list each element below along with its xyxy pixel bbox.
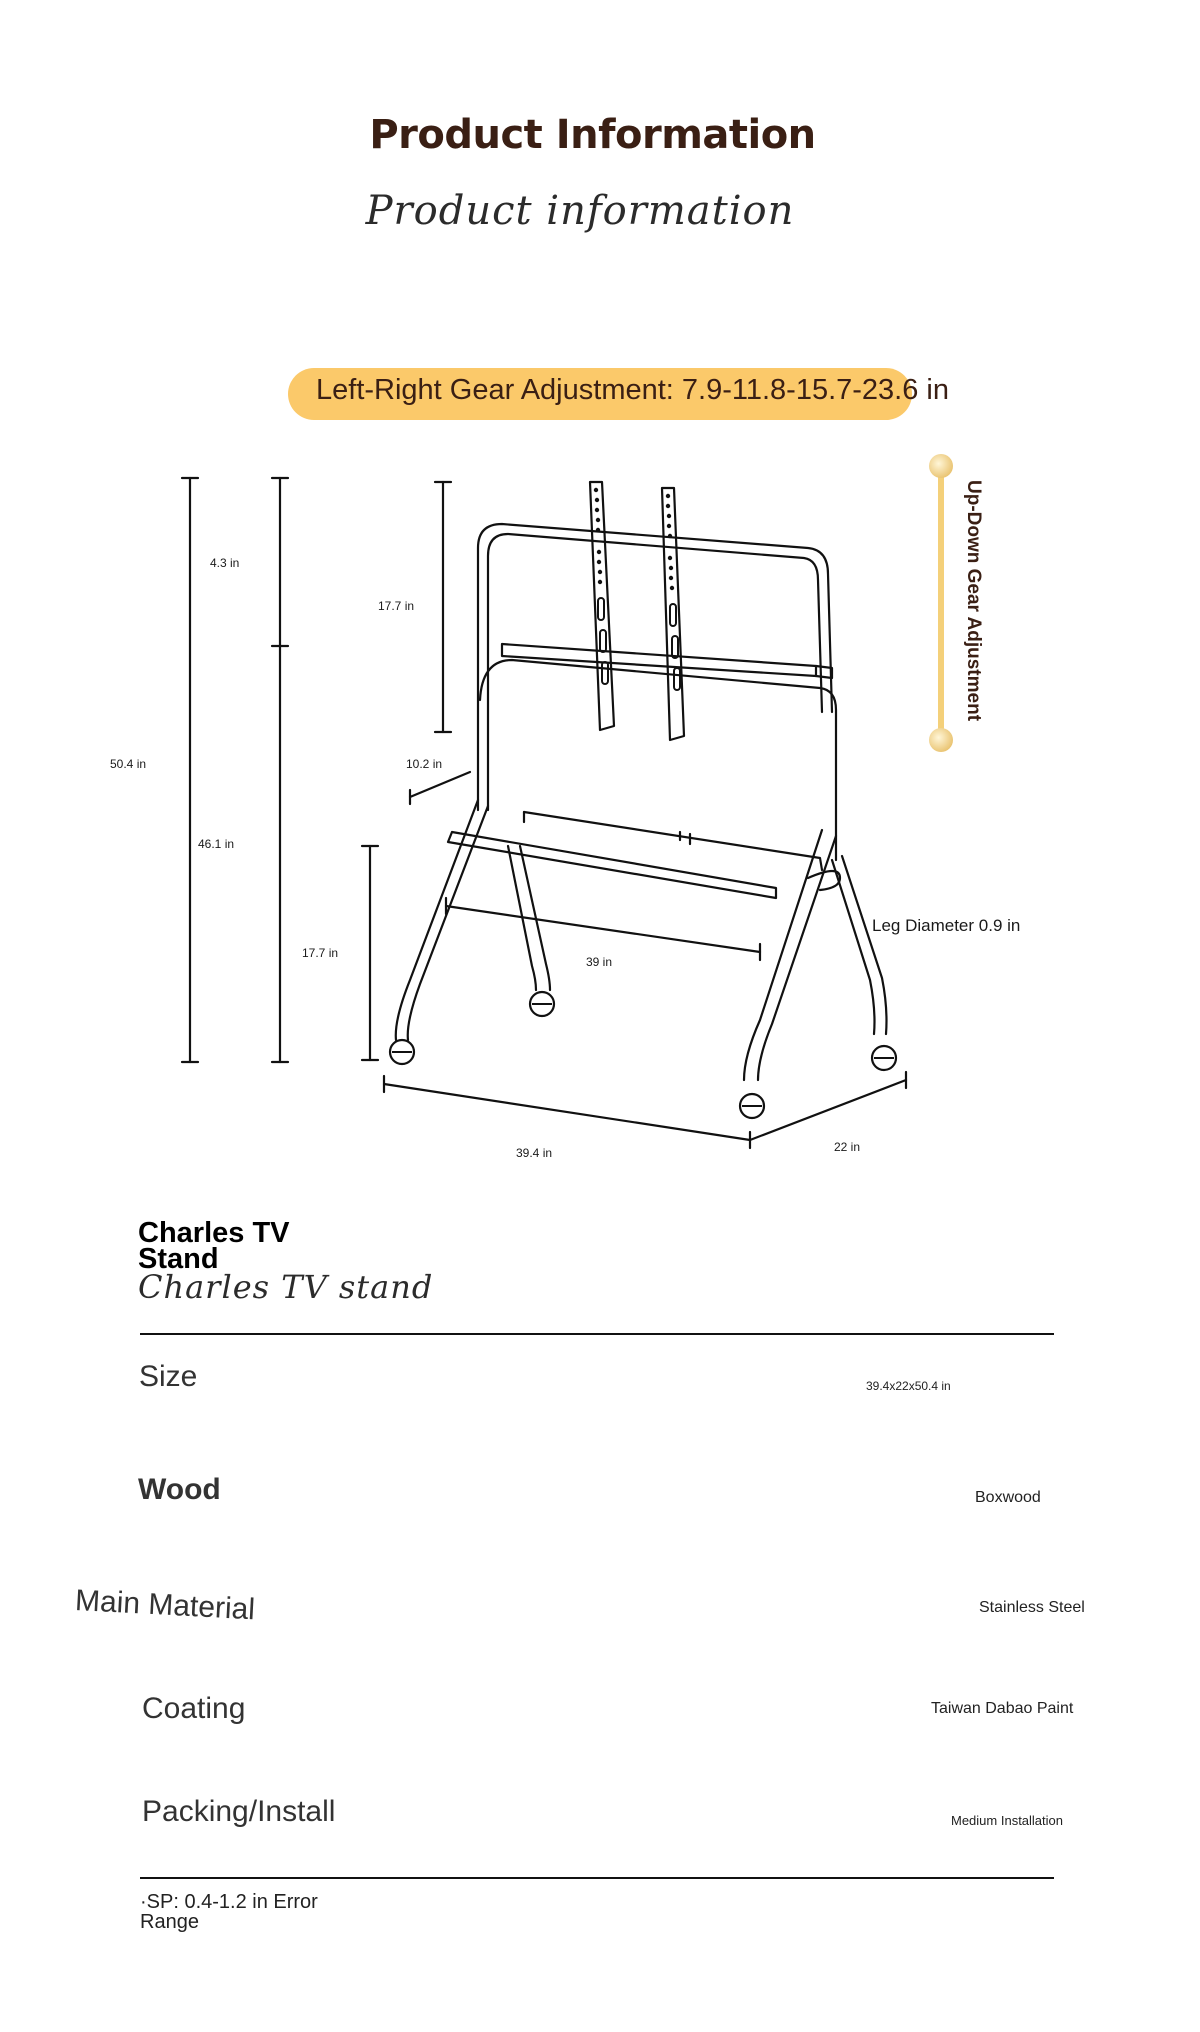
dim-label-base-depth: 22 in bbox=[834, 1140, 861, 1154]
spec-value-coating: Taiwan Dabao Paint bbox=[931, 1700, 1074, 1717]
error-range-note: ·SP: 0.4-1.2 in Error Range bbox=[140, 1891, 318, 1933]
product-name: Charles TV Stand bbox=[138, 1217, 290, 1275]
left-right-adjustment-label: Left-Right Gear Adjustment: 7.9-11.8-15.7-23.6 in bbox=[316, 374, 949, 406]
dim-label-top-section: 4.3 in bbox=[210, 556, 240, 570]
spec-label-wood: Wood bbox=[138, 1473, 221, 1506]
dim-label-mount-height: 17.7 in bbox=[378, 599, 415, 613]
dim-label-shelf-height: 17.7 in bbox=[302, 946, 339, 960]
dim-label-base-width: 39.4 in bbox=[516, 1146, 553, 1160]
divider-bottom bbox=[140, 1877, 1054, 1879]
dim-label-frame-height: 46.1 in bbox=[198, 837, 235, 851]
dim-label-total-height: 50.4 in bbox=[110, 757, 147, 771]
spec-label-main-material: Main Material bbox=[74, 1584, 256, 1627]
page-title: Product Information bbox=[369, 112, 816, 158]
spec-value-packing: Medium Installation bbox=[951, 1813, 1063, 1828]
up-down-adjustment-label: Up-Down Gear Adjustment bbox=[963, 480, 984, 722]
dim-label-shelf-width: 39 in bbox=[586, 955, 613, 969]
spec-label-packing: Packing/Install bbox=[142, 1795, 336, 1828]
spec-label-coating: Coating bbox=[142, 1692, 246, 1725]
divider-top bbox=[140, 1333, 1054, 1335]
spec-value-size: 39.4x22x50.4 in bbox=[866, 1379, 951, 1393]
spec-value-main-material: Stainless Steel bbox=[979, 1599, 1085, 1616]
dim-line-shelf-width bbox=[446, 906, 760, 952]
dim-line-offset bbox=[410, 772, 470, 797]
product-script-name: Charles TV stand bbox=[138, 1268, 434, 1306]
page-script-subtitle: Product information bbox=[365, 188, 795, 234]
dim-line-base-depth bbox=[750, 1080, 906, 1140]
spec-label-size: Size bbox=[139, 1360, 198, 1393]
dim-label-offset: 10.2 in bbox=[406, 757, 443, 771]
dim-line-base-width bbox=[384, 1084, 750, 1140]
leg-diameter-label: Leg Diameter 0.9 in bbox=[872, 916, 1021, 935]
spec-value-wood: Boxwood bbox=[975, 1489, 1041, 1506]
